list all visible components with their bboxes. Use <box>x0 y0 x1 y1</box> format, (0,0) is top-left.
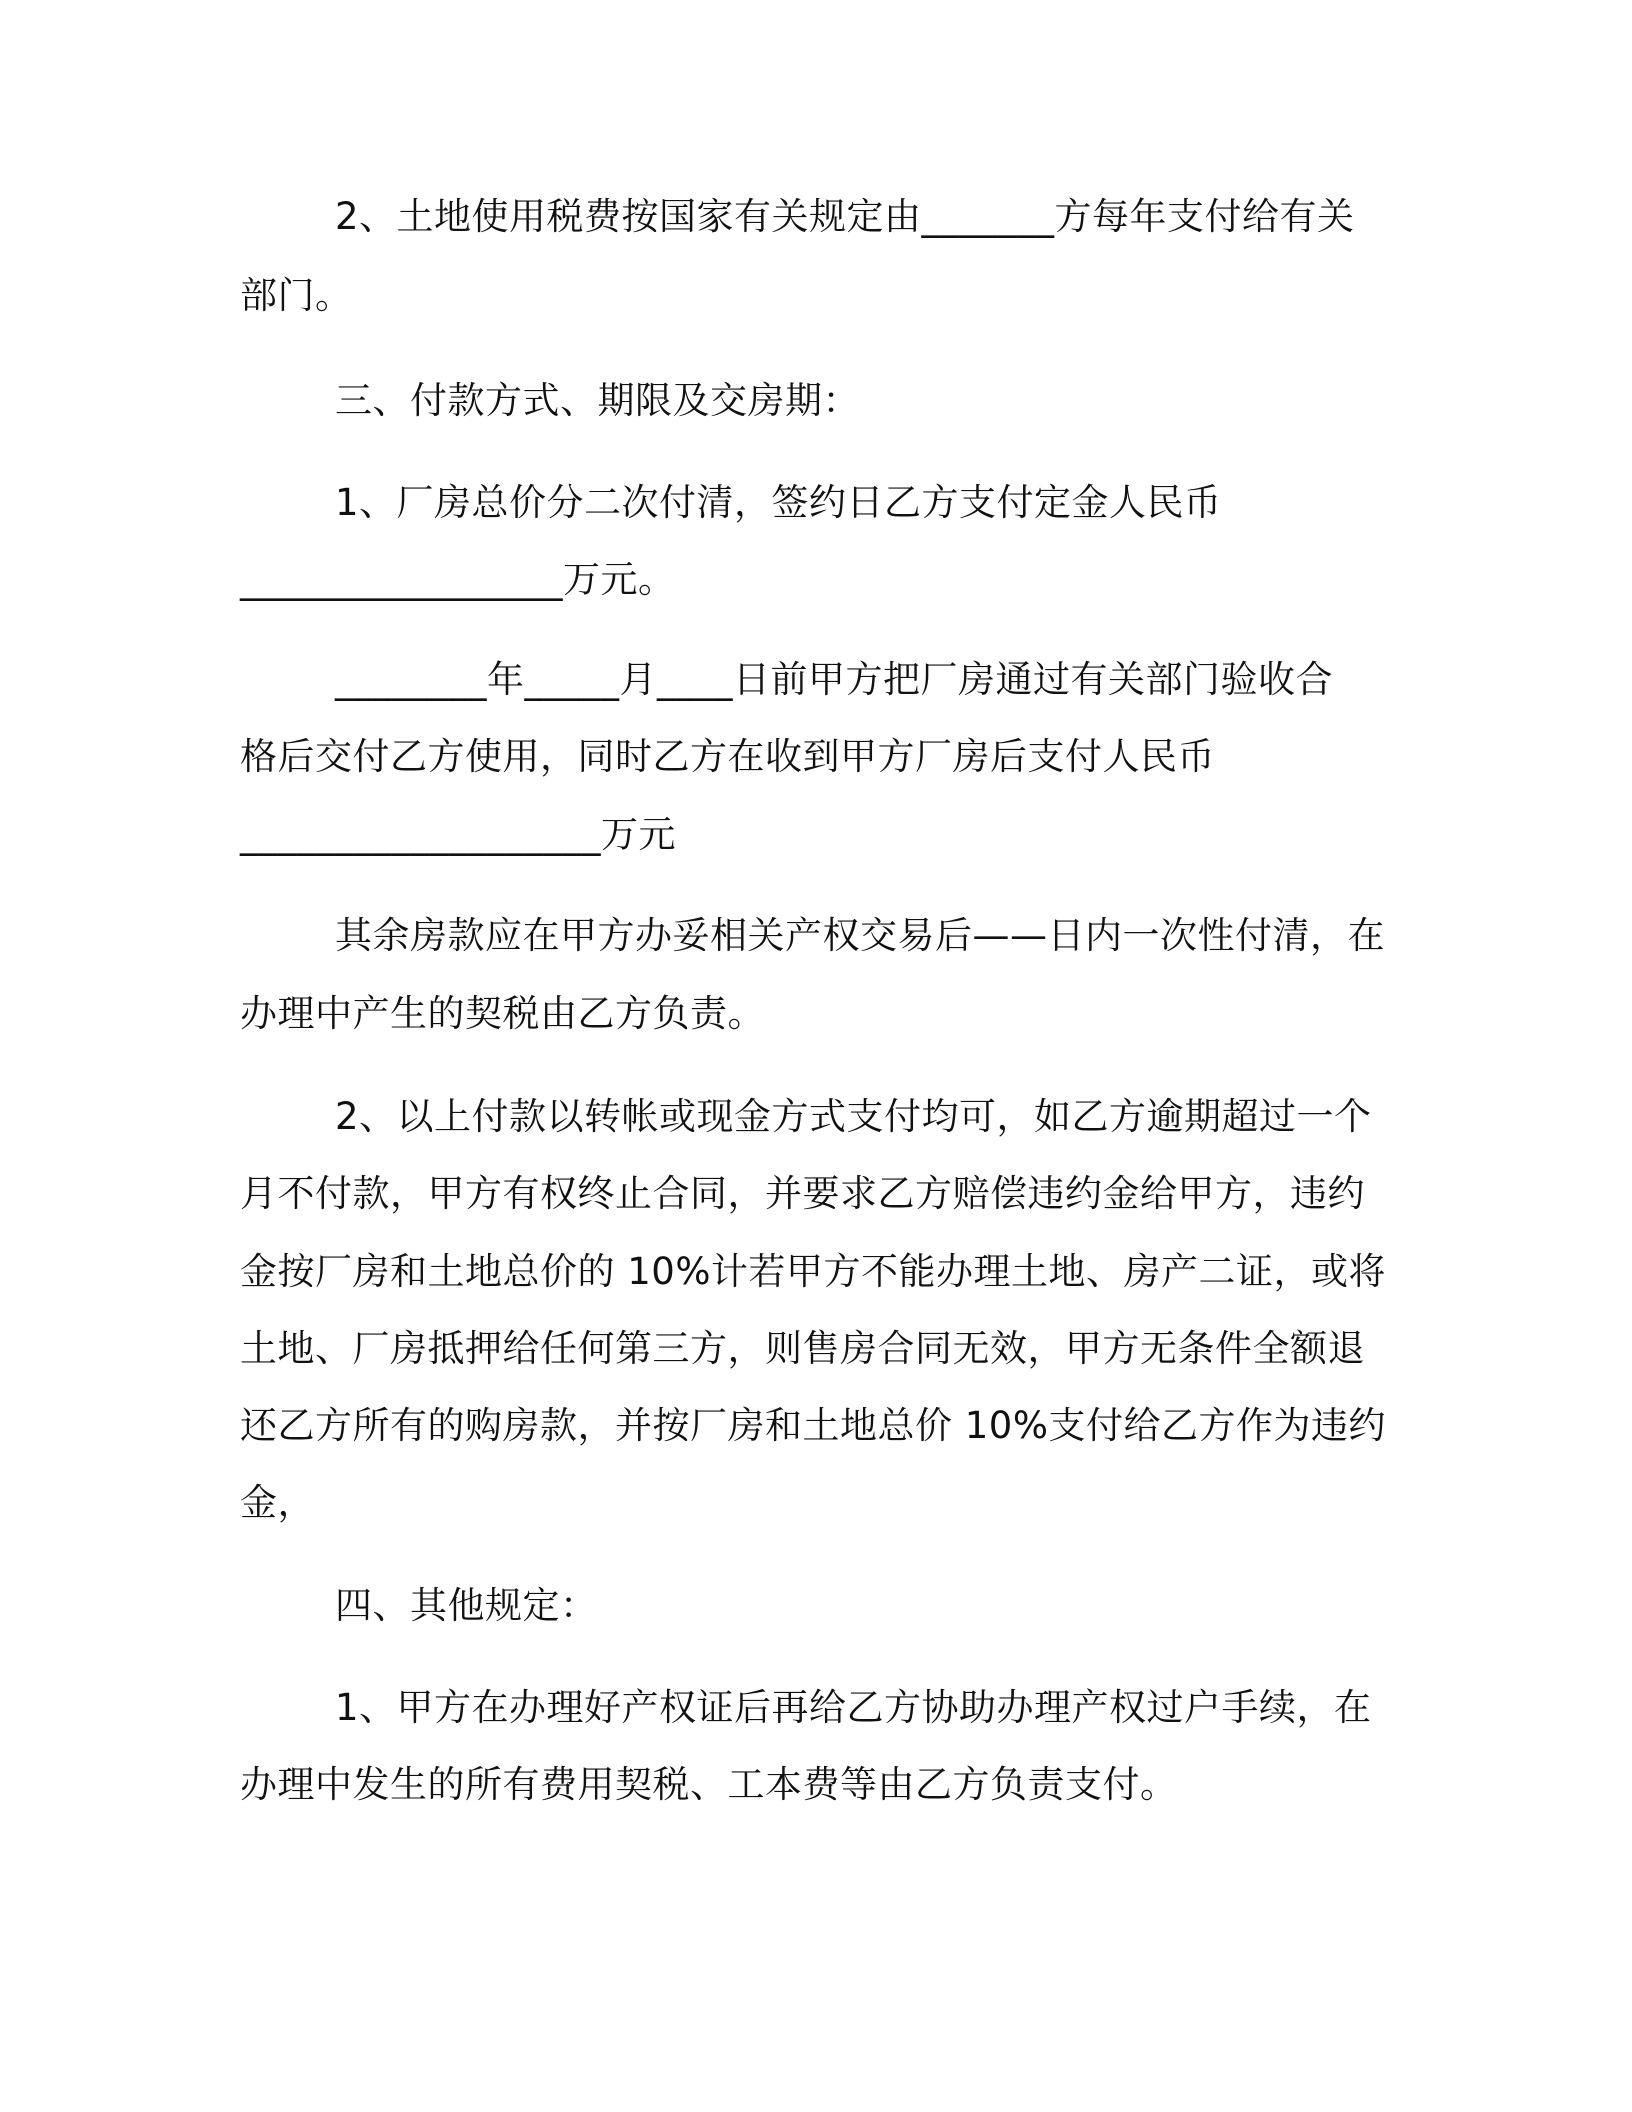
text-line: 金， <box>240 1481 315 1524</box>
section-heading: 四、其他规定： <box>335 1584 598 1627</box>
text-line: 1、甲方在办理好产权证后再给乙方协助办理产权过户手续，在 <box>335 1686 1372 1729</box>
text-line: 2、土地使用税费按国家有关规定由_______方每年支付给有关 <box>335 195 1355 238</box>
text-line: ___________________万元 <box>240 813 676 856</box>
text-line: 格后交付乙方使用，同时乙方在收到甲方厂房后支付人民币 <box>240 735 1215 778</box>
text-line: 部门。 <box>240 274 353 317</box>
text-line: 办理中产生的契税由乙方负责。 <box>240 992 765 1035</box>
text-line: 土地、厂房抵押给任何第三方，则售房合同无效，甲方无条件全额退 <box>240 1327 1365 1370</box>
section-heading: 三、付款方式、期限及交房期： <box>335 379 860 422</box>
text-line: 其余房款应在甲方办妥相关产权交易后——日内一次性付清，在 <box>335 914 1385 957</box>
text-line: 办理中发生的所有费用契税、工本费等由乙方负责支付。 <box>240 1763 1178 1806</box>
text-line: 还乙方所有的购房款，并按厂房和土地总价 10%支付给乙方作为违约 <box>240 1404 1386 1447</box>
text-line: 2、以上付款以转帐或现金方式支付均可，如乙方逾期超过一个 <box>335 1095 1372 1138</box>
text-line: 金按厂房和土地总价的 10%计若甲方不能办理土地、房产二证，或将 <box>240 1250 1386 1293</box>
text-line: 月不付款，甲方有权终止合同，并要求乙方赔偿违约金给甲方，违约 <box>240 1172 1365 1215</box>
text-line: 1、厂房总价分二次付清，签约日乙方支付定金人民币 <box>335 481 1222 524</box>
text-line: _________________万元。 <box>240 558 676 601</box>
text-line: ________年_____月____日前甲方把厂房通过有关部门验收合 <box>335 658 1333 701</box>
